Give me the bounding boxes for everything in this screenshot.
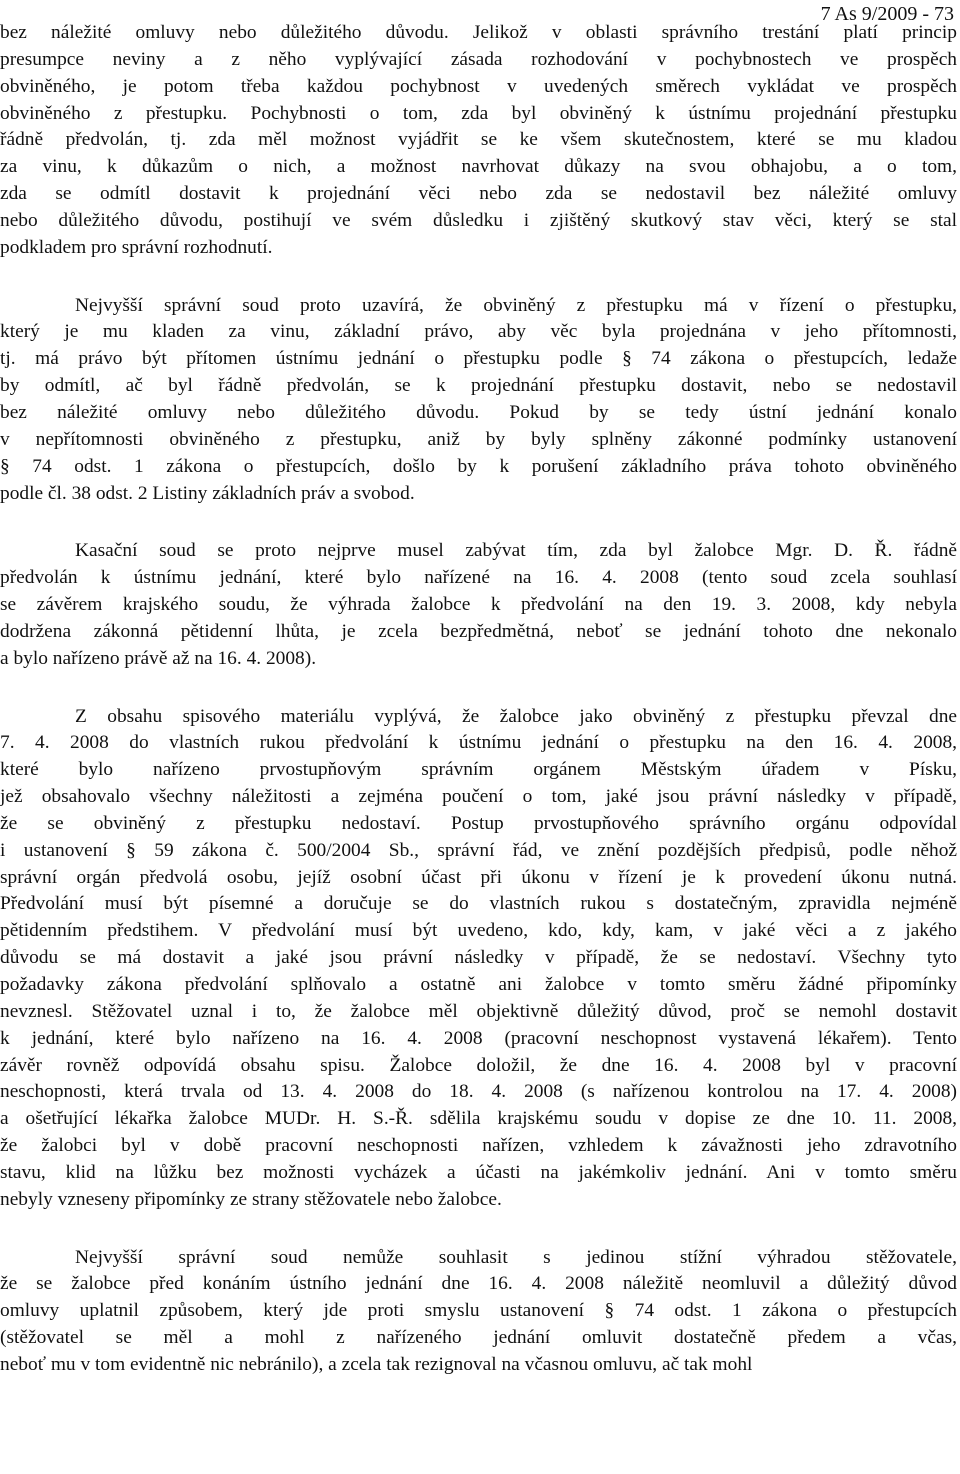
text-line: [0, 646, 957, 673]
text-line: [0, 838, 957, 865]
page-reference: 7 As 9/2009 - 73: [820, 3, 954, 25]
text-line: [0, 373, 957, 400]
line-text: v nepřítomnosti obviněného z přestupku, aniž by byly splněny zákonné podmínky ustanovení: [0, 428, 957, 450]
text-line: [0, 454, 957, 481]
line-text: stavu, klid na lůžku bez možnosti vycházek a účasti na jakémkoliv jednání. Ani v tomto směru: [0, 1161, 957, 1183]
text-line: [0, 293, 957, 320]
text-line: [0, 47, 957, 74]
line-text: bez náležité omluvy nebo důležitého důvodu. Jelikož v oblasti správního trestání platí princip: [0, 22, 957, 43]
text-line: [0, 1079, 957, 1106]
text-line: [0, 319, 957, 346]
line-text: a bylo nařízeno právě až na 16. 4. 2008).: [0, 647, 317, 669]
paragraph: [0, 20, 957, 262]
text-line: [0, 811, 957, 838]
line-text: nebyly vzneseny připomínky ze strany stěžovatele nebo žalobce.: [0, 1188, 502, 1210]
line-text: jež obsahovalo všechny náležitosti a zejména poučení o tom, jaké jsou právní následky v případě,: [0, 786, 957, 808]
text-line: [0, 20, 957, 47]
line-text: že se obviněný z přestupku nedostaví. Postup prvostupňového správního orgánu odpovídal: [0, 812, 957, 834]
document-body: [0, 20, 957, 1379]
text-line: [0, 784, 957, 811]
text-line: [0, 1133, 957, 1160]
text-line: [0, 154, 957, 181]
paragraph: [0, 293, 957, 508]
text-line: [0, 619, 957, 646]
line-text: nebo důležitého důvodu, postihují ve svém důsledku i zjištěný skutkový stav věci, který se stal: [0, 209, 957, 231]
text-line: [0, 891, 957, 918]
line-text: nevznesl. Stěžovatel uznal i to, že žalobce měl objektivně důležitý důvod, proč se nemohl dostavit: [0, 1000, 957, 1022]
line-text: Z obsahu spisového materiálu vyplývá, že žalobce jako obviněný z přestupku převzal dne: [75, 705, 957, 727]
line-text: (stěžovatel se měl a mohl z nařízeného jednání omluvit dostatečně předem a včas,: [0, 1327, 957, 1349]
text-line: [0, 1352, 957, 1379]
text-line: [0, 757, 957, 784]
line-text: pětidenním předstihem. V předvolání musí být uvedeno, kdo, kdy, kam, v jaké věci a z jakého: [0, 920, 957, 942]
text-line: [0, 1106, 957, 1133]
text-line: [0, 1160, 957, 1187]
text-line: [0, 865, 957, 892]
line-text: který je mu kladen za vinu, základní právo, aby věc byla projednána v jeho přítomnosti,: [0, 321, 957, 343]
text-line: [0, 1325, 957, 1352]
line-text: požadavky zákona předvolání splňovalo a ostatně ani žalobce v tomto směru žádné připomínky: [0, 974, 957, 995]
text-line: [0, 1187, 957, 1214]
line-text: řádně předvolán, tj. zda měl možnost vyjádřit se ke všem skutečnostem, které se mu kladou: [0, 129, 957, 151]
text-line: [0, 74, 957, 101]
text-line: [0, 1053, 957, 1080]
line-text: které bylo nařízeno prvostupňovým správním orgánem Městským úřadem v Písku,: [0, 759, 957, 781]
text-line: [0, 918, 957, 945]
text-line: [0, 1298, 957, 1325]
line-text: bez náležité omluvy nebo důležitého důvodu. Pokud by se tedy ústní jednání konalo: [0, 401, 957, 423]
text-line: [0, 101, 957, 128]
text-line: [0, 730, 957, 757]
text-line: [0, 704, 957, 731]
text-line: [0, 999, 957, 1026]
text-line: [0, 1026, 957, 1053]
line-text: správní orgán předvolá osobu, jejíž osobní účast při úkonu v řízení je k provedení úkonu nutná.: [0, 866, 957, 888]
line-text: by odmítl, ač byl řádně předvolán, se k projednání přestupku dostavit, nebo se nedostavil: [0, 375, 957, 397]
line-text: důvodu se má dostavit a jaké jsou právní následky v případě, že se nedostaví. Všechny tyto: [0, 947, 957, 969]
line-text: předvolán k ústnímu jednání, které bylo nařízené na 16. 4. 2008 (tento soud zcela souhlasí: [0, 567, 957, 589]
text-line: [0, 400, 957, 427]
text-line: [0, 481, 957, 508]
text-line: [0, 235, 957, 262]
line-text: a ošetřující lékařka žalobce MUDr. H. S.-Ř. sdělila krajskému soudu v dopise ze dne 10. 11. 2008,: [0, 1108, 957, 1130]
line-text: neboť mu v tom evidentně nic nebránilo), a zcela tak rezignoval na včasnou omluvu, ač tak mohl: [0, 1353, 753, 1375]
line-text: dodržena zákonná pětidenní lhůta, je zcela bezpředmětná, neboť se jednání tohoto dne nekonalo: [0, 620, 957, 642]
text-line: [0, 1271, 957, 1298]
line-text: 7. 4. 2008 do vlastních rukou předvolání k ústnímu jednání o přestupku na den 16. 4. 2008,: [0, 732, 957, 754]
line-text: Nejvyšší správní soud nemůže souhlasit s jedinou stížní výhradou stěžovatele,: [75, 1246, 957, 1268]
line-text: že se žalobce před konáním ústního jednání dne 16. 4. 2008 náležitě neomluvil a důležitý důvod: [0, 1273, 957, 1295]
line-text: obviněného, je potom třeba každou pochybnost v uvedených směrech vykládat ve prospěch: [0, 75, 957, 97]
paragraph: [0, 538, 957, 672]
line-text: podle čl. 38 odst. 2 Listiny základních práv a svobod.: [0, 482, 415, 504]
text-line: [0, 945, 957, 972]
text-line: [0, 208, 957, 235]
text-line: [0, 565, 957, 592]
line-text: omluvy uplatnil způsobem, který jde proti smyslu ustanovení § 74 odst. 1 zákona o přestupcích: [0, 1300, 957, 1322]
text-line: [0, 346, 957, 373]
line-text: neschopnosti, která trvala od 13. 4. 2008 do 18. 4. 2008 (s nařízenou kontrolou na 17. 4. 2008): [0, 1081, 957, 1103]
line-text: Předvolání musí být písemné a doručuje se do vlastních rukou s dostatečným, zpravidla nejméně: [0, 893, 957, 915]
line-text: Kasační soud se proto nejprve musel zabývat tím, zda byl žalobce Mgr. D. Ř. řádně: [75, 540, 957, 562]
paragraph: [0, 704, 957, 1214]
text-line: [0, 972, 957, 999]
line-text: i ustanovení § 59 zákona č. 500/2004 Sb., správní řád, ve znění pozdějších předpisů, podle něhož: [0, 839, 957, 861]
line-text: podkladem pro správní rozhodnutí.: [0, 236, 273, 258]
paragraph: [0, 1245, 957, 1379]
line-text: za vinu, k důkazům o nich, a možnost navrhovat důkazy na svou obhajobu, a o tom,: [0, 156, 957, 178]
line-text: presumpce neviny a z něho vyplývající zásada rozhodování v pochybnostech ve prospěch: [0, 48, 957, 70]
text-line: [0, 592, 957, 619]
text-line: [0, 1245, 957, 1272]
text-line: [0, 427, 957, 454]
line-text: že žalobci byl v době pracovní neschopnosti nařízen, vzhledem k závažnosti jeho zdravotního: [0, 1135, 957, 1157]
line-text: zda se odmítl dostavit k projednání věci nebo zda se nedostavil bez náležité omluvy: [0, 183, 957, 205]
line-text: se závěrem krajského soudu, že výhrada žalobce k předvolání na den 19. 3. 2008, kdy nebyla: [0, 594, 957, 616]
line-text: § 74 odst. 1 zákona o přestupcích, došlo by k porušení základního práva tohoto obviněného: [0, 455, 957, 477]
line-text: tj. má právo být přítomen ústnímu jednání o přestupku podle § 74 zákona o přestupcích, ledaže: [0, 348, 957, 370]
text-line: [0, 181, 957, 208]
text-line: [0, 538, 957, 565]
line-text: Nejvyšší správní soud proto uzavírá, že obviněný z přestupku má v řízení o přestupku,: [75, 294, 957, 316]
line-text: obviněného z přestupku. Pochybnosti o tom, zda byl obviněný k ústnímu projednání přestupku: [0, 102, 957, 124]
text-line: [0, 127, 957, 154]
line-text: k jednání, které bylo nařízeno na 16. 4. 2008 (pracovní neschopnost vystavená lékařem). Tento: [0, 1027, 957, 1049]
line-text: závěr rovněž odpovídá obsahu spisu. Žalobce doložil, že dne 16. 4. 2008 byl v pracovní: [0, 1054, 957, 1076]
